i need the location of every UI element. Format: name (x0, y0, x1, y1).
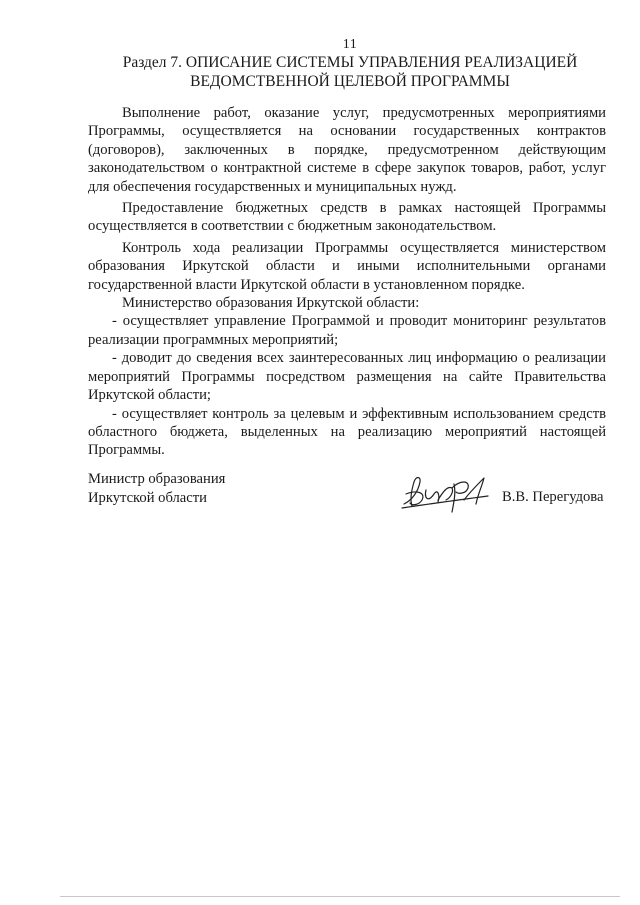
paragraph: Предоставление бюджетных средств в рамках настоящей Программы осуществляется в соответствии с бюджетным законодательством. (88, 200, 606, 235)
body-text (88, 104, 606, 460)
page-bottom-edge (60, 896, 620, 897)
signatory-position-line-1: Министр образования (88, 471, 226, 487)
section-heading (100, 53, 600, 91)
paragraph: Министерство образования Иркутской области: (122, 295, 420, 312)
list-item: - осуществляет контроль за целевым и эффективным использованием средств областного бюджета, выделенных на реализацию мероприятий настоящей Программы. (88, 405, 606, 459)
paragraph: Выполнение работ, оказание услуг, предусмотренных мероприятиями Программы, осуществляется на основании государственных контрактов (договоров), заключенных в порядке, предусмотренном действующим законодательством о контрактной системе в сфере закупок товаров, работ, услуг для обеспечения государственных и муниципальных нужд. (88, 105, 606, 195)
section-heading-line-2: ВЕДОМСТВЕННОЙ ЦЕЛЕВОЙ ПРОГРАММЫ (190, 73, 510, 90)
list-item: - доводит до сведения всех заинтересованных лиц информацию о реализации мероприятий Программы посредством размещения на сайте Правительства Иркутской области; (88, 350, 606, 404)
signatory-position-line-2: Иркутской области (88, 490, 207, 506)
signatory-position (88, 470, 225, 508)
list-item: - осуществляет управление Программой и проводит мониторинг результатов реализации программных мероприятий; (88, 313, 606, 348)
page-number: 11 (342, 37, 358, 52)
section-heading-line-1: Раздел 7. ОПИСАНИЕ СИСТЕМЫ УПРАВЛЕНИЯ РЕАЛИЗАЦИЕЙ (122, 54, 578, 71)
handwritten-signature (398, 470, 494, 516)
paragraph: Контроль хода реализации Программы осуществляется министерством образования Иркутской области и иными исполнительными органами государственной власти Иркутской области в установленном порядке. (88, 239, 606, 293)
signatory-name: В.В. Перегудова (502, 489, 604, 505)
